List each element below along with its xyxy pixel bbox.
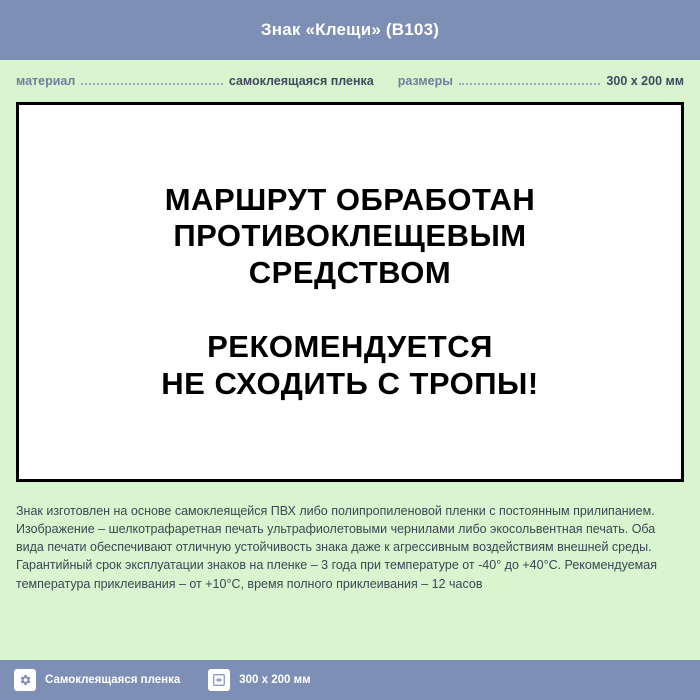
spec-material [16,74,374,89]
sign-preview-wrapper [0,102,700,482]
spec-material-label: материал [16,73,76,88]
resize-icon [208,669,230,691]
sign-line: НЕ СХОДИТЬ С ТРОПЫ! [161,365,539,401]
page-title: Знак «Клещи» (B103) [260,20,440,39]
sign-line: РЕКОМЕНДУЕТСЯ [207,329,493,365]
sign-line: СРЕДСТВОМ [248,254,452,290]
sign-line: ПРОТИВОКЛЕЩЕВЫМ [173,218,527,254]
page-footer [0,660,700,700]
spec-bar [0,60,700,102]
footer-material [14,669,180,691]
sign-text-block-primary [165,182,536,292]
gear-icon [14,669,36,691]
dot-leader [81,82,223,85]
spec-size-label: размеры [397,73,453,88]
sign-preview [16,102,684,482]
spec-size-value: 300 x 200 мм [606,73,684,88]
sign-text-block-secondary [161,329,538,402]
product-description: Знак изготовлен на основе самоклеящейся ПВХ либо полипропиленовой пленки с постоянным прилипанием. Изображение – шелкотрафаретная печать ультрафиолетовыми чернилами либо экосольвентная печать. Оба вида печати обеспечивают отличную устойчивость знака даже к агрессивным воздействиям внешней среды. Гарантийный срок эксплуатации знаков на пленке – 3 года при температуре от -40° до +40°C. Рекомендуемая температура приклеивания – от +10°C, время полного приклеивания – 12 часов [16,504,657,591]
sign-line: МАРШРУТ ОБРАБОТАН [164,181,536,217]
spec-material-value: самоклеящаяся пленка [228,73,374,88]
footer-material-label: Самоклеящаяся пленка [45,674,181,686]
spec-size [398,74,684,89]
dot-leader [459,82,601,85]
footer-size [208,669,310,691]
page-header [0,0,700,60]
footer-size-label: 300 x 200 мм [239,674,311,686]
